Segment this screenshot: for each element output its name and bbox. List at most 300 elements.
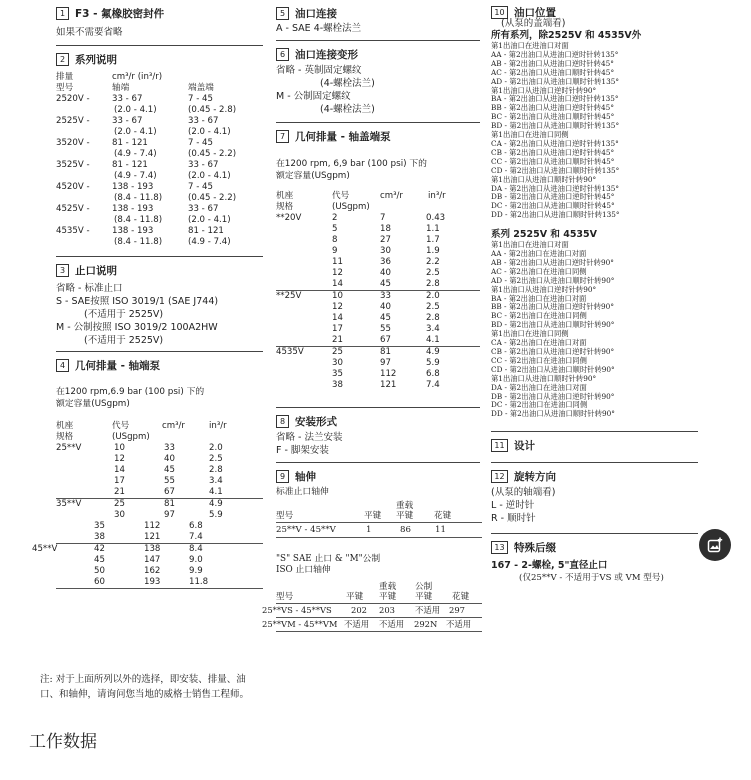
cell: 121 — [380, 380, 397, 390]
cell: 35 — [94, 521, 105, 531]
section-number: 4 — [56, 359, 69, 372]
port-option: CA - 第2出油口在进油口对面 — [491, 338, 587, 348]
footnote-line: 口、和轴伸，请询问您当地的威格士销售工程师。 — [40, 689, 250, 700]
port-option: BB - 第2出油口从进油口逆时针转45° — [491, 103, 614, 113]
table-row — [56, 454, 263, 465]
col-header: 平键 — [379, 592, 397, 602]
port-option: DB - 第2出油口从进油口逆时针转90° — [491, 391, 615, 401]
cell: (8.4 - 11.8) — [114, 193, 163, 203]
cell: 45 — [380, 313, 391, 323]
cell: 27 — [380, 235, 391, 245]
port-option: BC - 第2出油口在进油口同侧 — [491, 311, 587, 321]
section-title: 油口位置 — [514, 6, 556, 19]
cell: 33 - 67 — [112, 94, 143, 104]
section-number: 1 — [56, 7, 69, 20]
variant-line: 省略 - 英制固定螺纹 — [276, 65, 362, 76]
section-displacement-cover — [276, 123, 480, 391]
cell: 1.1 — [426, 224, 440, 234]
cell: 17 — [114, 476, 125, 486]
cell: (4.9 - 7.4) — [114, 171, 157, 181]
cell: 5.9 — [426, 358, 440, 368]
cell: 9 — [332, 246, 338, 256]
model-code: 4535V - — [56, 226, 90, 236]
cell: 138 - 193 — [112, 226, 154, 236]
cell: 8 — [332, 235, 338, 245]
table-row — [56, 105, 263, 116]
table-row — [276, 291, 480, 302]
group-title: 系列 2525V 和 4535V — [491, 229, 598, 241]
cell: (2.0 - 4.1) — [188, 171, 231, 181]
cell: 2.0 — [426, 291, 440, 301]
cell: (8.4 - 11.8) — [114, 237, 163, 247]
cell: 21 — [114, 487, 125, 497]
col-header: 代号 — [112, 421, 130, 431]
cell: 81 - 121 — [188, 226, 224, 236]
table-row — [276, 335, 480, 347]
frame-size: **25V — [276, 291, 302, 301]
table-row — [276, 358, 480, 369]
table-row — [276, 380, 480, 391]
col-header: 花键 — [452, 592, 470, 602]
cell: 7.4 — [426, 380, 440, 390]
cell: 81 - 121 — [112, 138, 148, 148]
cell: 45 — [94, 555, 105, 565]
table-row — [56, 127, 263, 138]
column-right — [491, 0, 698, 585]
port-option: CD - 第2出油口从进油口顺时针转135° — [491, 165, 620, 175]
table-row — [276, 347, 480, 358]
model-code: 2520V - — [56, 94, 90, 104]
col-header: 机座 — [276, 191, 294, 201]
cell: 33 — [164, 443, 175, 453]
section-number: 5 — [276, 7, 289, 20]
cell: 11 — [435, 525, 446, 535]
port-option: DA - 第2出油口从进油口逆时针转135° — [491, 183, 620, 193]
cell: 2.2 — [426, 257, 440, 267]
cell: 121 — [144, 532, 161, 542]
port-option: AB - 第2出油口从进油口逆时针转90° — [491, 257, 614, 267]
table-row — [56, 555, 263, 566]
cell: 203 — [379, 605, 395, 615]
cell: 162 — [144, 566, 161, 576]
section-number: 6 — [276, 48, 289, 61]
cell: (0.45 - 2.8) — [188, 105, 237, 115]
section-seal — [56, 0, 263, 39]
col-header: 公制 — [415, 582, 433, 592]
table-row — [56, 510, 263, 521]
col-header: 重载 — [379, 582, 397, 592]
section-title: 几何排量 - 轴盖端泵 — [295, 130, 391, 143]
col-header: cm³/r — [162, 421, 185, 431]
cell: 33 — [380, 291, 391, 301]
footnote — [40, 672, 249, 702]
port-option: AA - 第2出油口在进油口对面 — [491, 249, 587, 259]
table-row — [276, 523, 482, 538]
section-number: 2 — [56, 53, 69, 66]
port-option: BA - 第2出油口从进油口逆时针转135° — [491, 94, 619, 104]
cell: 3.4 — [209, 476, 223, 486]
table-row — [56, 443, 263, 454]
cell: (2.0 - 4.1) — [114, 127, 157, 137]
table-row — [56, 215, 263, 226]
section-pilot — [56, 257, 263, 347]
cell: 40 — [380, 268, 391, 278]
cell: 67 — [380, 335, 391, 345]
cell: 7.4 — [189, 532, 203, 542]
table-row — [262, 618, 482, 632]
cell: (0.45 - 2.2) — [188, 149, 237, 159]
model-code: 3520V - — [56, 138, 90, 148]
pilot-line: (不适用于 2525V) — [84, 335, 164, 346]
col-header: (USgpm) — [332, 202, 370, 212]
cell: 38 — [94, 532, 105, 542]
cell: 67 — [164, 487, 175, 497]
table-row — [276, 268, 480, 279]
cell: 97 — [164, 510, 175, 520]
condition: 在1200 rpm, 6,9 bar (100 psi) 下的 — [276, 159, 427, 169]
cell: 25**VM - 45**VM — [262, 619, 338, 629]
table-row — [56, 226, 263, 237]
table-row — [56, 532, 263, 544]
column-middle — [262, 0, 480, 632]
variant-line: (4-螺栓法兰) — [320, 78, 375, 89]
section-desc: 如果不需要省略 — [56, 27, 123, 38]
col-header: 花键 — [434, 511, 452, 521]
col-header: 轴端 — [112, 83, 130, 93]
cell: 38 — [332, 380, 343, 390]
port-group-label: 第1出油口在进油口同侧 — [491, 130, 569, 140]
cell: 7 - 45 — [188, 94, 213, 104]
port-line: A - SAE 4-螺栓法兰 — [276, 23, 362, 34]
cell: 4.9 — [209, 499, 223, 509]
table-row — [56, 116, 263, 127]
rotation-sub: (从泵的轴端看) — [491, 487, 556, 499]
table-row — [56, 237, 263, 248]
cell: 4.9 — [426, 347, 440, 357]
section-number: 7 — [276, 130, 289, 143]
cell: 292N — [414, 619, 438, 629]
variant-line: M - 公制固定螺纹 — [276, 91, 351, 102]
column-left — [32, 0, 263, 589]
cell: 138 — [144, 544, 161, 554]
cell: 60 — [94, 577, 105, 587]
table-row — [56, 521, 263, 532]
cell: 3.4 — [426, 324, 440, 334]
cell: 2.5 — [426, 302, 440, 312]
section-title: 油口连接变形 — [295, 48, 358, 61]
add-photo-button[interactable] — [699, 529, 731, 561]
cell: (2.0 - 4.1) — [114, 105, 157, 115]
port-option: CC - 第2出油口从进油口顺时针转45° — [491, 156, 615, 166]
suffix-line: 167 - 2-螺栓, 5"直径止口 — [491, 560, 608, 572]
cell: 1.7 — [426, 235, 440, 245]
pilot-line: S - SAE按照 ISO 3019/1 (SAE J744) — [56, 296, 219, 307]
section-title: 特殊后缀 — [514, 541, 556, 554]
cell: 25**VS - 45**VS — [262, 605, 332, 615]
cell: 14 — [114, 465, 125, 475]
table-row — [276, 279, 480, 291]
frame-size: 35**V — [56, 499, 82, 509]
cell: 193 — [144, 577, 161, 587]
cell: 5 — [332, 224, 338, 234]
cell: 1.9 — [426, 246, 440, 256]
col-header: 机座 — [56, 421, 74, 431]
section-port-position — [491, 0, 698, 419]
col-header: 平键 — [396, 511, 414, 521]
section-title: 油口连接 — [295, 7, 337, 20]
model-code: 2525V - — [56, 116, 90, 126]
cell: 45 — [380, 279, 391, 289]
section-sub: (从泵的盖端看) — [501, 18, 566, 29]
port-group-label: 第1出油口从进油口顺时针转90° — [491, 174, 597, 184]
section-title: 几何排量 - 轴端泵 — [75, 359, 161, 372]
cell: 33 - 67 — [188, 116, 219, 126]
cell: 297 — [449, 605, 465, 615]
section-title: 轴伸 — [295, 470, 316, 483]
model-code: 4525V - — [56, 204, 90, 214]
section-mounting — [276, 408, 480, 457]
port-option: CC - 第2出油口在进油口同侧 — [491, 355, 587, 365]
col-header: 型号 — [276, 511, 294, 521]
col-header: 规格 — [56, 432, 74, 442]
pilot-line: M - 公制按照 ISO 3019/2 100A2HW — [56, 322, 218, 333]
model-code: 3525V - — [56, 160, 90, 170]
cell: 11 — [332, 257, 343, 267]
cell: 147 — [144, 555, 161, 565]
cell: 35 — [332, 369, 343, 379]
cell: 14 — [332, 279, 343, 289]
cell: 12 — [332, 302, 343, 312]
port-option: BD - 第2出油口从进油口顺时针转90° — [491, 320, 615, 330]
cell: 不适用 — [379, 619, 405, 629]
table-row — [276, 369, 480, 380]
table-row — [262, 604, 482, 618]
cell: 30 — [380, 246, 391, 256]
section-shaft — [262, 463, 482, 632]
cell: 40 — [164, 454, 175, 464]
port-option: CD - 第2出油口从进油口顺时针转90° — [491, 364, 615, 374]
displacement-table — [276, 191, 480, 391]
port-option: BB - 第2出油口从进油口逆时针转90° — [491, 302, 614, 312]
port-option: DD - 第2出油口从进油口顺时针转90° — [491, 409, 615, 419]
section-series — [56, 46, 263, 248]
cell: 97 — [380, 358, 391, 368]
cell: 0.43 — [426, 213, 446, 223]
add-photo-icon — [707, 537, 723, 553]
section-number: 10 — [491, 6, 508, 19]
cell: 2 — [332, 213, 338, 223]
shaft-table-2 — [262, 582, 482, 632]
pilot-line: 省略 - 标准止口 — [56, 283, 123, 294]
table-row — [276, 213, 480, 224]
table-row — [276, 313, 480, 324]
table-row — [56, 182, 263, 193]
cell: 33 - 67 — [188, 160, 219, 170]
cell: 202 — [351, 605, 367, 615]
port-group-label: 第1出油口在进油口同侧 — [491, 329, 569, 339]
cell: (8.4 - 11.8) — [114, 215, 163, 225]
cell: 2.5 — [426, 268, 440, 278]
cell: 10 — [332, 291, 343, 301]
cell: 25**V - 45**V — [276, 525, 336, 535]
table-row — [56, 476, 263, 487]
suffix-line: (仅25**V - 不适用于VS 或 VM 型号) — [519, 573, 664, 584]
section-title: 系列说明 — [75, 53, 117, 66]
cell: (2.0 - 4.1) — [188, 215, 231, 225]
cell: 7 - 45 — [188, 138, 213, 148]
port-option: CB - 第2出油口从进油口逆时针转90° — [491, 347, 615, 356]
cell: 33 - 67 — [188, 204, 219, 214]
col-header: cm³/r — [380, 191, 403, 201]
cell: 55 — [380, 324, 391, 334]
cell: 7 — [380, 213, 386, 223]
cell: 81 — [164, 499, 175, 509]
cell: 7 - 45 — [188, 182, 213, 192]
section-port-connection — [276, 0, 480, 35]
port-option: BD - 第2出油口从进油口顺时针转135° — [491, 121, 620, 131]
table-row — [56, 566, 263, 577]
shaft-table — [276, 501, 482, 538]
cell: 55 — [164, 476, 175, 486]
cell: 6.8 — [426, 369, 440, 379]
frame-size: **20V — [276, 213, 302, 223]
section-displacement-shaft — [32, 352, 263, 589]
shaft-sub: 标准止口轴伸 — [276, 487, 329, 497]
cell: 25 — [114, 499, 125, 509]
col-header: 平键 — [364, 511, 382, 521]
col-header: 代号 — [332, 191, 350, 201]
table-row — [56, 487, 263, 499]
col-header: 平键 — [415, 592, 433, 602]
cell: 4.1 — [209, 487, 223, 497]
col-header: 型号 — [276, 592, 294, 602]
cell: 81 — [380, 347, 391, 357]
cell: 12 — [114, 454, 125, 464]
cell: 不适用 — [344, 619, 370, 629]
table-row — [56, 577, 263, 589]
cell: 36 — [380, 257, 391, 267]
col-header: 型号 — [56, 83, 74, 93]
table-row — [56, 204, 263, 215]
table-row — [56, 149, 263, 160]
port-option: CA - 第2出油口从进油口逆时针转135° — [491, 138, 619, 148]
col-header: (USgpm) — [112, 432, 150, 442]
port-group-label: 第1出油口从进油口顺时针转90° — [491, 373, 597, 383]
section-number: 11 — [491, 439, 508, 452]
port-group-label: 第1出油口从进油口逆时针转90° — [491, 284, 597, 294]
table-row — [276, 235, 480, 246]
port-option: AC - 第2出油口在进油口同侧 — [491, 266, 587, 276]
col-header: cm³/r (in³/r) — [112, 72, 163, 82]
port-option: AB - 第2出油口从进油口逆时针转45° — [491, 58, 614, 68]
condition: 在1200 rpm,6.9 bar (100 psi) 下的 — [56, 387, 205, 397]
port-option: CB - 第2出油口从进油口逆时针转45° — [491, 147, 615, 157]
table-row — [56, 160, 263, 171]
shaft-sub: "S" SAE 止口 & "M"公制 — [276, 554, 381, 564]
cell: 2.5 — [209, 454, 223, 464]
cell: 33 - 67 — [112, 116, 143, 126]
table-row — [56, 193, 263, 204]
cell: 2.8 — [209, 465, 223, 475]
cell: 11.8 — [189, 577, 209, 587]
mounting-line: 省略 - 法兰安装 — [276, 432, 343, 443]
port-option: DC - 第2出油口在进油口同侧 — [491, 400, 588, 410]
cell: 30 — [114, 510, 125, 520]
cell: 2.8 — [426, 279, 440, 289]
section-design — [491, 432, 698, 452]
table-row — [56, 499, 263, 510]
cell: 5.9 — [209, 510, 223, 520]
section-suffix — [491, 534, 698, 585]
port-option: AD - 第2出油口从进油口顺时针转135° — [491, 76, 620, 86]
cell: (4.9 - 7.4) — [188, 237, 231, 247]
port-option: DC - 第2出油口从进油口顺时针转45° — [491, 201, 615, 211]
shaft-sub: ISO 止口轴伸 — [276, 565, 331, 575]
cell: 2.0 — [209, 443, 223, 453]
port-group-label: 第1出油口在进油口对面 — [491, 240, 569, 250]
cell: 8.4 — [189, 544, 203, 554]
port-option: AD - 第2出油口从进油口顺时针转90° — [491, 275, 615, 285]
col-header: 端盖端 — [188, 83, 214, 93]
cell: 4.1 — [426, 335, 440, 345]
table-row — [56, 465, 263, 476]
cell: 不适用 — [446, 619, 472, 629]
frame-size: 45**V — [32, 544, 58, 554]
cell: 112 — [144, 521, 161, 531]
cell: 14 — [332, 313, 343, 323]
cell: 112 — [380, 369, 397, 379]
cell: 45 — [164, 465, 175, 475]
cell: 1 — [366, 525, 372, 535]
section-rotation — [491, 463, 698, 525]
cell: 12 — [332, 268, 343, 278]
port-option: DA - 第2出油口在进油口对面 — [491, 382, 587, 392]
section-port-variant — [276, 41, 480, 116]
cell: 6.8 — [189, 521, 203, 531]
cell: 138 - 193 — [112, 204, 154, 214]
cell: 17 — [332, 324, 343, 334]
col-header: in³/r — [209, 421, 227, 431]
col-header: 排量 — [56, 72, 74, 82]
table-row — [56, 138, 263, 149]
section-heading: 工作数据 — [29, 732, 97, 752]
cell: 138 - 193 — [112, 182, 154, 192]
cell: 18 — [380, 224, 391, 234]
rotation-line: R - 顺时针 — [491, 513, 536, 525]
frame-size: 25**V — [56, 443, 82, 453]
section-number: 9 — [276, 470, 289, 483]
cell: 21 — [332, 335, 343, 345]
table-row — [276, 224, 480, 235]
port-option: DD - 第2出油口从进油口顺时针转135° — [491, 210, 620, 220]
cell: 81 - 121 — [112, 160, 148, 170]
section-title: 止口说明 — [75, 264, 117, 277]
port-option: DB - 第2出油口从进油口逆时针转45° — [491, 192, 615, 202]
pilot-line: (不适用于 2525V) — [84, 309, 164, 320]
section-number: 8 — [276, 415, 289, 428]
cell: (4.9 - 7.4) — [114, 149, 157, 159]
model-code: 4520V - — [56, 182, 90, 192]
port-group-label: 第1出油口在进油口对面 — [491, 41, 569, 50]
table-row — [276, 324, 480, 335]
section-number: 3 — [56, 264, 69, 277]
section-title: F3 - 氟橡胶密封件 — [75, 7, 165, 20]
table-row — [56, 171, 263, 182]
table-row — [56, 94, 263, 105]
col-header: 平键 — [346, 592, 364, 602]
cell: 10 — [114, 443, 125, 453]
section-title: 旋转方向 — [514, 470, 556, 483]
